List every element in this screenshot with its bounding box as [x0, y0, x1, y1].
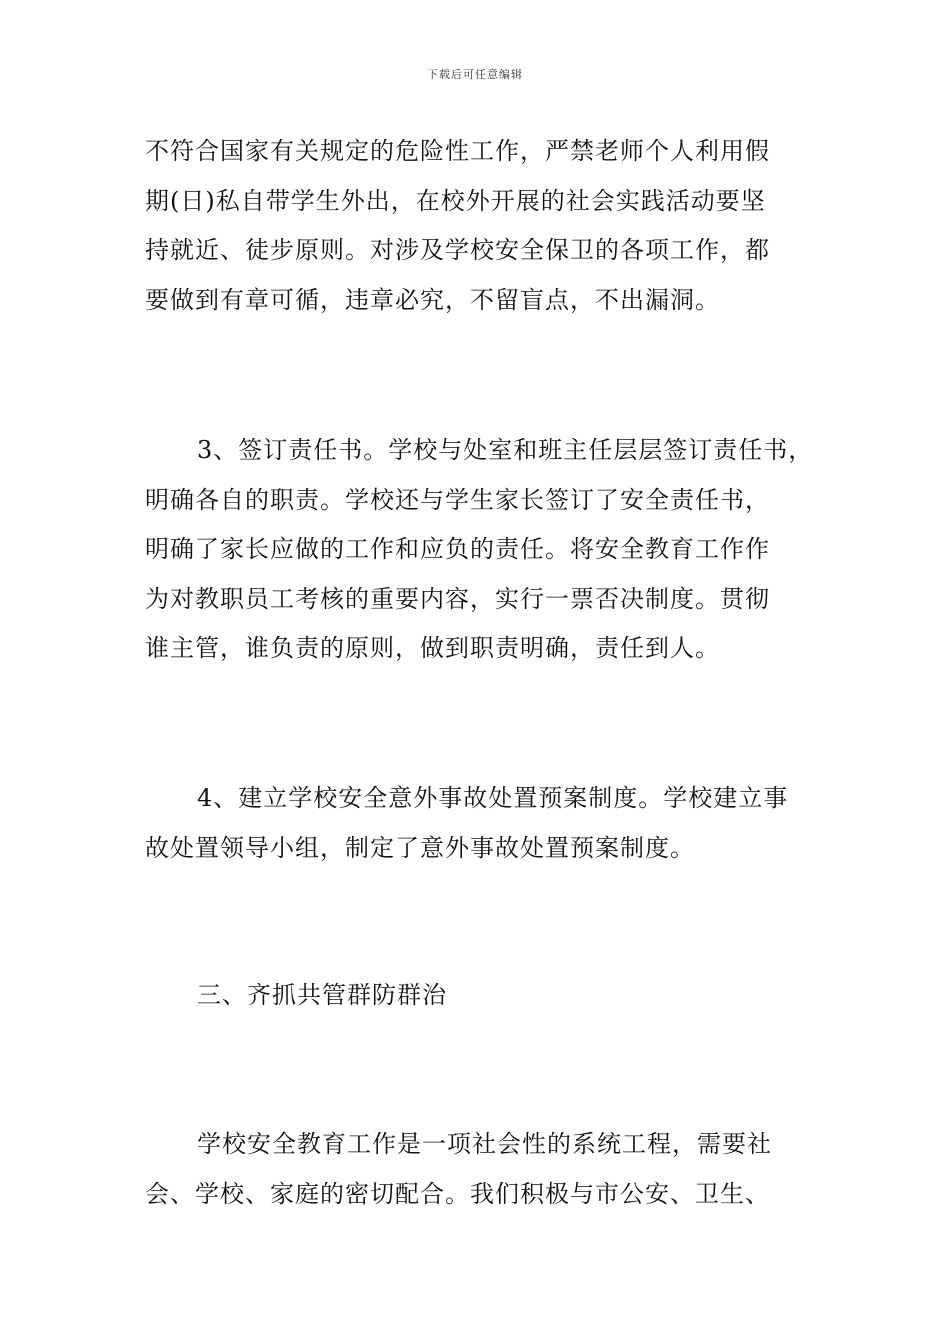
paragraph-line: 期(日)私自带学生外出，在校外开展的社会实践活动要坚 [145, 186, 766, 215]
paragraph-line: 持就近、徒步原则。对涉及学校安全保卫的各项工作，都 [145, 236, 770, 264]
paragraph-emergency-plan [145, 774, 835, 873]
section-heading-text: 三、齐抓共管群防群治 [197, 981, 447, 1009]
paragraph-line: 故处置领导小组，制定了意外事故处置预案制度。 [145, 833, 695, 862]
paragraph-responsibility [145, 426, 835, 674]
section-heading [145, 971, 835, 1021]
header-note: 下载后可任意编辑 [427, 68, 523, 81]
paragraph-line: 不符合国家有关规定的危险性工作，严禁老师个人利用假 [145, 137, 770, 165]
paragraph-line: 4、建立学校安全意外事故处置预案制度。学校建立事 [197, 784, 789, 812]
paragraph-line: 明确各自的职责。学校还与学生家长签订了安全责任书， [145, 485, 770, 514]
paragraph-line: 3、签订责任书。学校与处室和班主任层层签订责任书， [197, 436, 814, 464]
paragraph-safety-rules [145, 127, 835, 325]
paragraph-line: 要做到有章可循，违章必究，不留盲点，不出漏洞。 [145, 285, 720, 314]
paragraph-line: 学校安全教育工作是一项社会性的系统工程，需要社 [197, 1130, 772, 1158]
paragraph-line: 明确了家长应做的工作和应负的责任。将安全教育工作作 [145, 535, 770, 563]
paragraph-cooperation [145, 1120, 835, 1219]
paragraph-line: 谁主管，谁负责的原则，做到职责明确，责任到人。 [145, 634, 720, 662]
paragraph-line: 为对教职员工考核的重要内容，实行一票否决制度。贯彻 [145, 584, 770, 613]
paragraph-line: 会、学校、家庭的密切配合。我们积极与市公安、卫生、 [145, 1179, 770, 1208]
